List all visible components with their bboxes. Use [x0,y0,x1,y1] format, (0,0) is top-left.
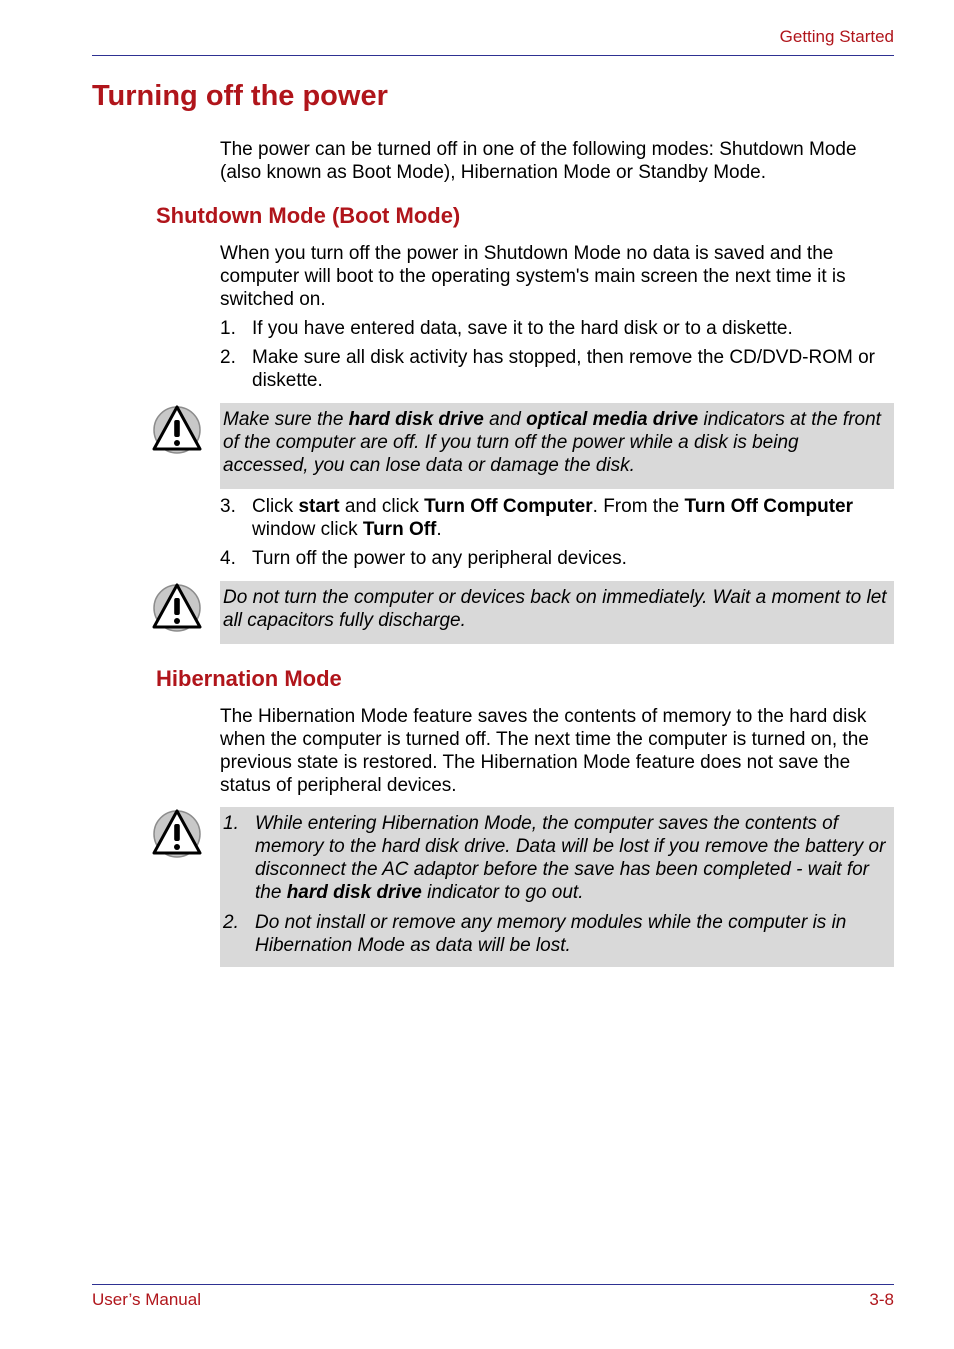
caution-list-item-1: 1. While entering Hibernation Mode, the computer saves the contents of memory to the hard disk drive. Data will be lost if you remove the battery or disconnect the AC adaptor before the save has been completed - wait for the hard disk drive indicator to go out. [223,813,886,903]
caution-note-2: Do not turn the computer or devices back on immediately. Wait a moment to let all capacitors fully discharge. [220,581,894,644]
step-text: Make sure all disk activity has stopped, then remove the CD/DVD-ROM or diskette. [252,347,876,391]
intro-paragraph: The power can be turned off in one of the following modes: Shutdown Mode (also known as Boot Mode), Hibernation Mode or Standby Mode. [220,139,857,183]
caution-list-item-2: 2. Do not install or remove any memory modules while the computer is in Hibernation Mode as data will be lost. [223,912,847,956]
step-text: Click start and click Turn Off Computer. From the Turn Off Computer window click Turn Off. [252,496,854,540]
caution-triangle-icon [151,403,203,455]
caution-triangle-icon [151,581,203,633]
step-text: If you have entered data, save it to the hard disk or to a diskette. [252,318,793,339]
step-number: 1. [220,318,236,339]
hibernation-body: The Hibernation Mode feature saves the contents of memory to the hard disk when the computer is turned off. The next time the computer is turned on, the previous state is restored. The Hibernation Mode feature does not save the status of peripheral devices. [220,706,869,796]
footer-manual-title: User’s Manual [92,1290,201,1309]
shutdown-step-4 [220,547,894,570]
footer-rule [92,1284,894,1285]
step-text: Turn off the power to any peripheral devices. [252,548,627,569]
step-number: 3. [220,496,236,517]
shutdown-heading: Shutdown Mode (Boot Mode) [156,203,461,228]
header-section-title: Getting Started [779,27,894,46]
shutdown-body: When you turn off the power in Shutdown Mode no data is saved and the computer will boot to the operating system's main screen the next time it is switched on. [220,243,846,310]
caution-triangle-icon [151,807,203,859]
shutdown-step-2 [220,346,894,392]
shutdown-step-1 [220,317,894,340]
page-title: Turning off the power [92,80,388,112]
hibernation-heading: Hibernation Mode [156,666,342,691]
page-number: 3-8 [869,1290,894,1309]
shutdown-step-3 [220,495,894,541]
step-number: 2. [220,347,236,368]
header-rule [92,55,894,56]
caution-note-1: Make sure the hard disk drive and optical media drive indicators at the front of the computer are off. If you turn off the power while a disk is being accessed, you can lose data or damage the disk. [220,403,894,489]
caution-note-3 [220,807,894,967]
step-number: 4. [220,548,236,569]
